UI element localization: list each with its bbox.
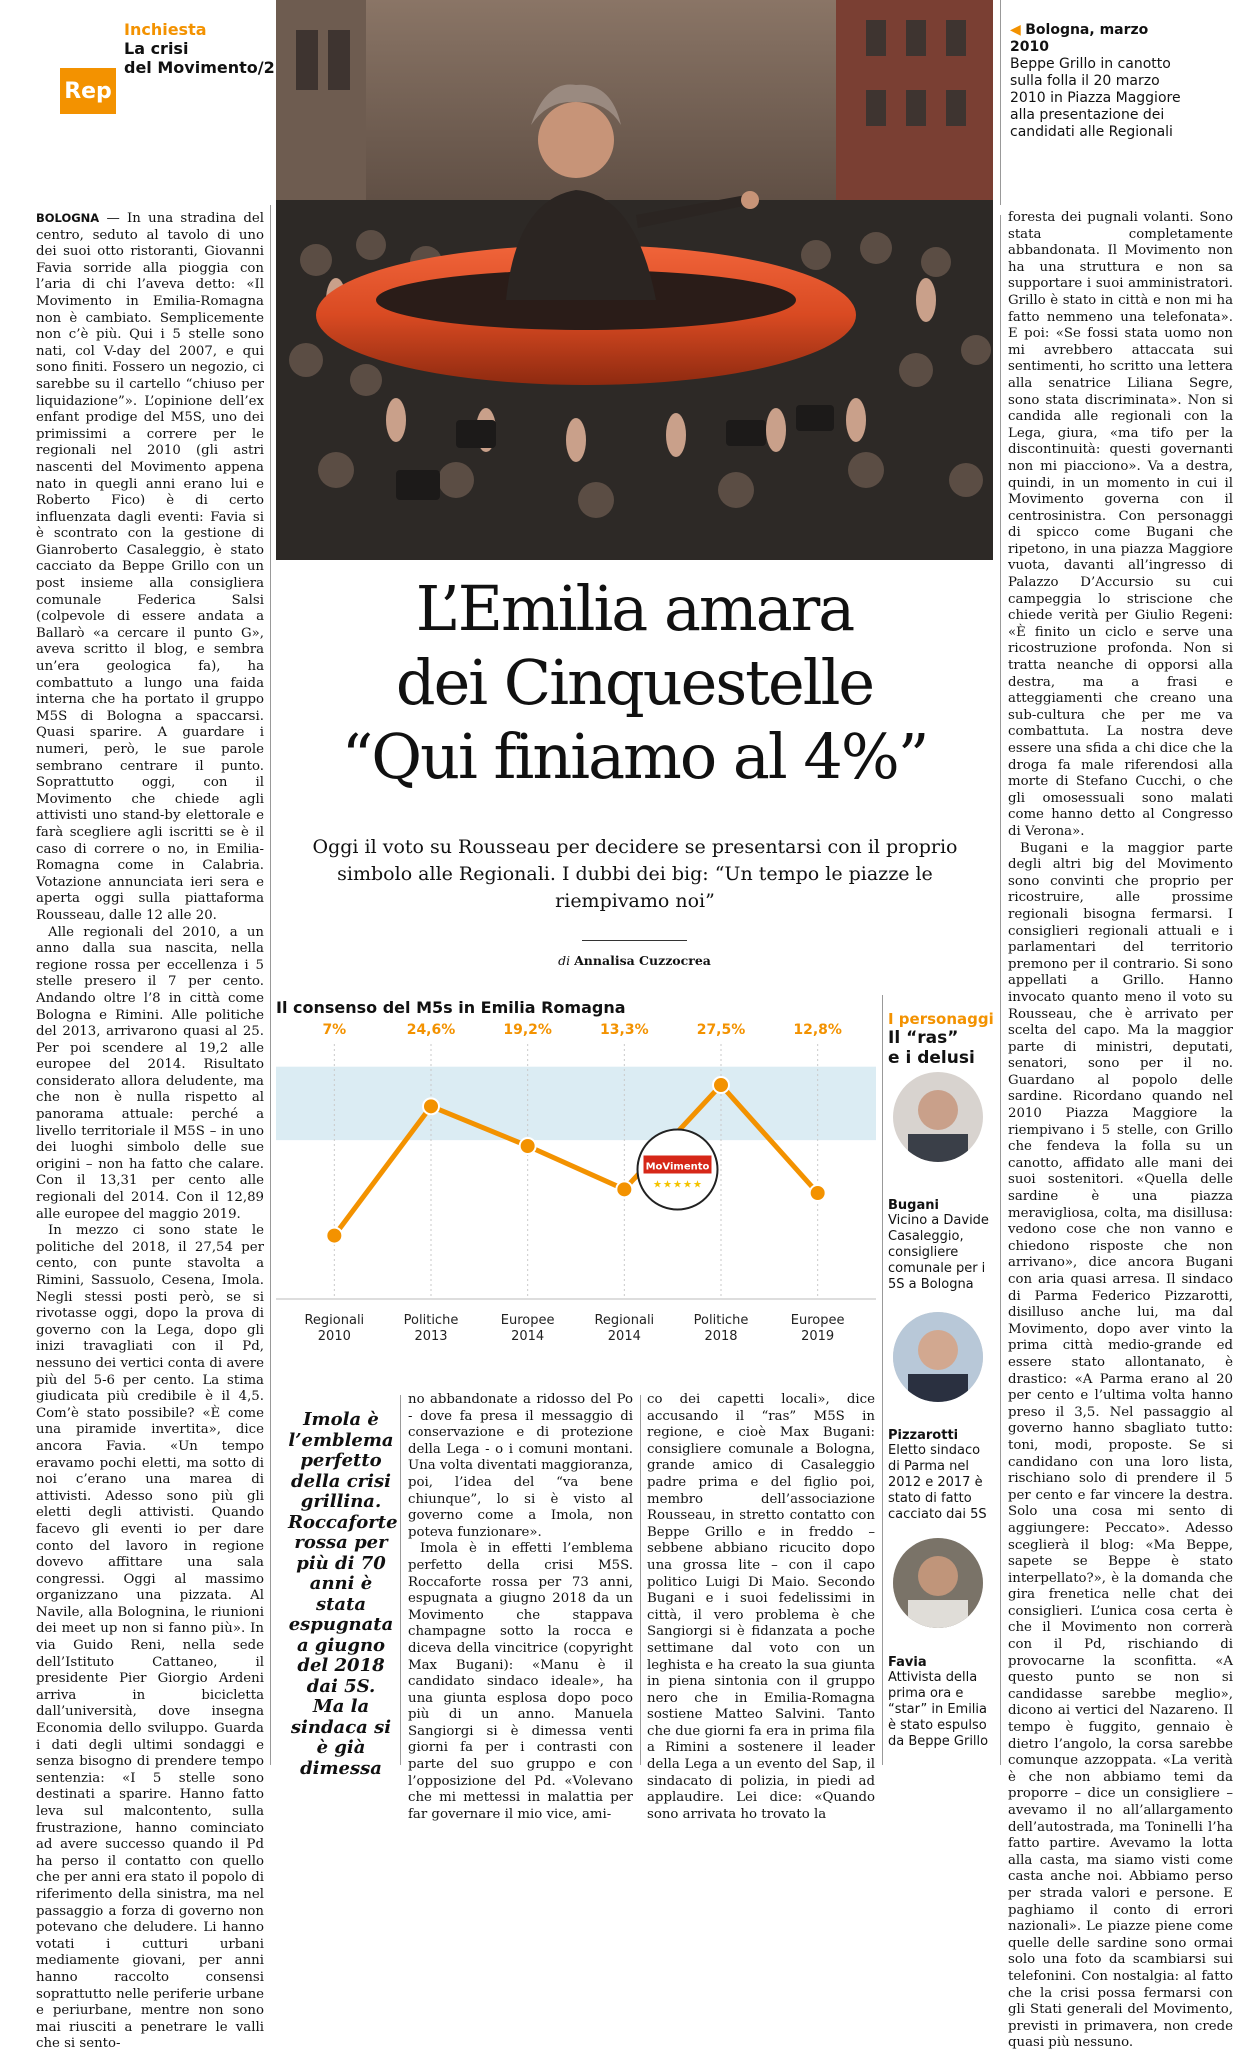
chart-category-label: Europee <box>790 1313 845 1328</box>
paragraph: co dei capetti locali», dice accusando il “ras” M5S in regione, e cioè Max Bugani: consigliere comunale a Bologna, grande amico di Casaleggio padre prima e del figlio poi, membro dell’associazione Rousseau, in stretto contatto con Beppe Grillo e in freddo – sebbene abbiano ricucito dopo una grossa lite – con il capo politico Luigi Di Maio. Secondo Bugani e i suoi fedelissimi in città, il vero problema è che Sangiorgi si è fidanzata a poche settimane dal voto con un leghista e ha creato la sua giunta in piena sintonia con il gruppo nero che in Emilia-Romagna sostiene Matteo Salvini. Tanto che due giorni fa era in prima fila a Rimini a sostenere il leader della Lega a un evento del Sap, il sindacato di polizia, in piedi ad applaudire. Lei dice: «Quando sono arrivata ho trovato la <box>647 1392 875 1822</box>
person-desc: Vicino a Davide Casaleggio, consigliere comunale per i 5S a Bologna <box>888 1213 989 1292</box>
personaggi-tag: I personaggi <box>888 1010 994 1028</box>
column-rule <box>400 1395 401 1765</box>
chart <box>276 992 876 1377</box>
chart-value-label: 19,2% <box>503 1022 552 1038</box>
chart-category-label: 2018 <box>704 1329 738 1344</box>
chart-band <box>276 1067 876 1140</box>
paragraph: Bugani e la maggior parte degli altri big del Movimento sono convinti che proprio per ricostruire, alle prossime regionali bisogna fermarsi. I consiglieri regionali attuali e i parlamentari del territorio premono per il contrario. Si sono appellati a Grillo. Hanno invocato quanto meno il voto su Rousseau, che è arrivato per scelta del capo. Ma la maggior parte di ministri, deputati, senatori, sono per il no. Guardano al popolo delle sardine. Ricordano quando nel 2010 Piazza Maggiore la riempivano i 5 stelle, con Grillo che fendeva la folla su un canotto, affidato alle mani dei suoi sostenitori. «Quella delle sardine è una piazza meravigliosa, colta, ma disillusa: vedono cose che non vanno e chiedono risposte che non arrivano», dice ancora Bugani con aria quasi arresa. Il sindaco di Parma Federico Pizzarotti, disilluso anche lui, ma dal Movimento, dopo aver vinto la prima città medio-grande ed essere stato allontanato, è drastico: «A Parma erano al 20 per cento e l’ultima volta hanno preso il 3,5. Nel passaggio al governo hanno sbagliato tutto: toni, modi, proposte. Se si candidano con una loro lista, rischiano solo di prendere il 5 per cento e far vincere la destra. Solo una cosa mi sento di aggiungere: Peccato». Adesso sceglierà il blog: «Ma Beppe, sapete se Beppe è stato interpellato?», è la domanda che gira frenetica nelle chat dei consiglieri. L’unica cosa certa è che il Movimento non correrà con il Pd, rischiando di provocarne la sconfitta. «A questo punto se non si candidasse sarebbe meglio», dicono ai vertici del Nazareno. Il tempo è fuggito, gennaio è dietro l’angolo, la corsa sarebbe comunque azzoppata. «La verità è che non abbiamo temi da proporre – dice un consigliere – avevamo il no all’allargamento dell’autostrada, ma Toninelli l’ha fatto partire. Avevamo la lotta alla casta, ma siamo visti come casta anche noi. Abbiamo perso per strada valori e persone. E paghiamo il conto di errori nazionali». Le piazze piene come quelle delle sardine sono ormai solo una foto da scambiarsi sui telefonini. Con nostalgia: al fatto che la crisi possa fermarsi con gli Stati generali del Movimento, previsti in primavera, non crede quasi più nessuno. <box>1008 840 1233 2051</box>
headline-line-3: “Qui finiamo al 4%” <box>341 720 928 793</box>
person-desc: Attivista della prima ora e “star” in Emilia è stato espulso da Beppe Grillo <box>888 1670 989 1749</box>
paragraph <box>36 210 264 925</box>
chart-value-label: 12,8% <box>793 1022 842 1038</box>
star-icon: ★ <box>693 1179 702 1191</box>
headline <box>276 572 993 794</box>
chart-value-label: 24,6% <box>406 1022 456 1038</box>
subheadline: Oggi il voto su Rousseau per decidere se presentarsi con il proprio simbolo alle Regionali. I dubbi dei big: “Un tempo le piazze le riempivamo noi” <box>312 836 958 912</box>
byline-divider <box>582 940 687 941</box>
caption-pointer-icon: ◀ <box>1010 22 1021 38</box>
chart-category-label: 2014 <box>511 1329 545 1344</box>
chart-category-label: Politiche <box>693 1313 749 1328</box>
chart-category-label: 2010 <box>317 1329 351 1344</box>
person-desc: Eletto sindaco di Parma nel 2012 e 2017 è stato di fatto cacciato dai 5S <box>888 1443 987 1522</box>
section-kicker <box>124 20 275 77</box>
column-rule <box>1000 0 1001 205</box>
chart-point <box>810 1185 826 1201</box>
column-rule <box>270 205 271 1765</box>
paragraph: Imola è in effetti l’emblema perfetto della crisi M5S. Roccaforte rossa per 73 anni, espugnata a giugno 2018 da un Movimento che stappava champagne sotto la rocca e diceva della vincitrice (copyright Max Bugani): «Manu è il candidato sindaco ideale», ha una giunta esplosa dopo poco più di un anno. Manuela Sangiorgi si è dimessa venti giorni fa per i contrasti con parte del suo gruppo e con l’opposizione del Pd. «Volevano che mi mettessi in malattia per far governare il mio vice, ami- <box>408 1541 633 1822</box>
chart-point <box>326 1228 342 1244</box>
chart-category-label: Europee <box>500 1313 555 1328</box>
paragraph-text: — In una stradina del centro, seduto al tavolo di uno dei suoi otto ristoranti, Giovanni Favia sorride alla pioggia con l’aria di chi l’aveva detto: «Il Movimento in Emilia-Romagna non è cambiato. Semplicemente non c’è più. Qui i 5 stelle sono nati, col V-day del 2007, e qui sono finiti. Fossero un negozio, ci sarebbe su il cartello “chiuso per liquidazione”». L’opinione dell’ex enfant prodige del M5S, uno dei primissimi a correre per le regionali nel 2010 (gli astri nascenti del Movimento appena nato in quegli anni erano lui e Roberto Fico) è di certo influenzata dagli eventi: Favia si è scontrato con la gestione di Gianroberto Casaleggio, è stato cacciato da Beppe Grillo con un post insieme alla consigliera comunale Federica Salsi (colpevole di essere andata a Ballarò «a cercare il punto G», aveva scritto il blog, e sembra un’era geologica fa), ha combattuto a lungo una faida interna che ha portato il gruppo M5S di Bologna a spaccarsi. Quasi sparire. A guardare i numeri, però, le sue parole sembrano centrare il punto. Soprattutto oggi, con il Movimento che chiede agli attivisti uno stand-by elettorale e farà scegliere agli iscritti se è il caso di correre o no, in Emilia-Romagna come in Calabria. Votazione annunciata ieri sera e aperta oggi sulla piattaforma Rousseau, dalle 12 alle 20. <box>36 211 264 923</box>
headline-line-1: L’Emilia amara <box>415 572 854 645</box>
byline-author: Annalisa Cuzzocrea <box>574 953 711 968</box>
avatar-pizzarotti <box>893 1312 983 1402</box>
person-name: Favia <box>888 1655 927 1670</box>
paragraph: foresta dei pugnali volanti. Sono stata completamente abbandonata. Il Movimento non ha una struttura e non sa supportare i suoi amministratori. Grillo è stato in città e non mi ha fatto nemmeno una telefonata». E poi: «Se fossi stata uomo non mi avrebbero attaccata sui sentimenti, ho scritto una lettera alla senatrice Liliana Segre, sono stata discriminata». Non si candida alle regionali con la Lega, giura, «ma tifo per la discontinuità: questi governanti non mi piacciono». Va a destra, quindi, in un momento in cui il Movimento governa con il centrosinistra. Con personaggi di spicco come Bugani che ripetono, in una piazza Maggiore vuota, davanti all’ingresso di Palazzo D’Accursio su cui campeggia lo striscione che chiede verità per Giulio Regeni: «È finito un ciclo e serve una ricostruzione profonda. Non si tratta neanche di opporsi alla destra, ma a frasi e atteggiamenti che creano una sub-cultura che per me va combattuta. La nostra deve essere una sfida a chi dice che la droga fa male riferendosi alla morte di Stefano Cucchi, o che gli omosessuali sono malati come hanno detto al Congresso di Verona». <box>1008 210 1233 839</box>
caption-text: Beppe Grillo in canotto sulla folla il 20 marzo 2010 in Piazza Maggiore alla presentazione dei candidati alle Regionali <box>1010 56 1181 140</box>
column-rule <box>1000 215 1001 1765</box>
main-photo <box>276 0 993 560</box>
chart-point <box>616 1181 632 1197</box>
kicker-line-2: del Movimento/2 <box>124 58 275 77</box>
personaggi-box <box>888 1010 998 1068</box>
chart-value-label: 13,3% <box>600 1022 649 1038</box>
dateline: BOLOGNA <box>36 211 100 225</box>
person-name: Bugani <box>888 1198 939 1213</box>
chart-category-label: Regionali <box>594 1313 655 1328</box>
photo-caption <box>1010 22 1190 141</box>
person-bugani <box>888 1198 996 1293</box>
chart-point <box>520 1138 536 1154</box>
chart-title: Il consenso del M5s in Emilia Romagna <box>276 998 626 1017</box>
article-column-4 <box>1008 210 1233 2052</box>
chart-category-label: Regionali <box>304 1313 365 1328</box>
chart-point <box>423 1098 439 1114</box>
star-icon: ★ <box>673 1179 682 1191</box>
chart-svg <box>276 1022 876 1372</box>
star-icon: ★ <box>683 1179 692 1191</box>
byline-prefix: di <box>558 953 571 968</box>
repubblica-logo: Rep <box>60 68 116 114</box>
column-rule <box>882 995 883 1765</box>
chart-category-label: 2014 <box>607 1329 641 1344</box>
pull-quote: Imola è l’emblema perfetto della crisi grillina. Roccaforte rossa per più di 70 anni è stata espugnata a giugno del 2018 dai 5S. Ma la sindaca si è già dimessa <box>288 1409 398 1779</box>
photo-illustration <box>276 0 993 560</box>
personaggi-title-2: e i delusi <box>888 1048 975 1068</box>
headline-line-2: dei Cinquestelle <box>395 646 874 719</box>
star-icon: ★ <box>653 1179 662 1191</box>
movimento-logo-text: MoVimento <box>645 1161 710 1173</box>
column-rule <box>640 1395 641 1765</box>
avatar-favia <box>893 1538 983 1628</box>
personaggi-title-1: Il “ras” <box>888 1028 959 1048</box>
paragraph: no abbandonate a ridosso del Po - dove fa presa il messaggio di conservazione e di protezione della Lega - o i comuni montani. Una volta diventati maggioranza, poi, l’idea del “va bene chiunque”, lo si è visto al governo come a Imola, non poteva funzionare». <box>408 1392 633 1540</box>
article-column-2 <box>408 1392 633 1823</box>
chart-point <box>713 1077 729 1093</box>
caption-place: Bologna, marzo 2010 <box>1010 22 1149 55</box>
kicker-section: Inchiesta <box>124 20 207 39</box>
star-icon: ★ <box>663 1179 672 1191</box>
article-column-1 <box>36 210 264 2053</box>
kicker-line-1: La crisi <box>124 39 189 58</box>
person-name: Pizzarotti <box>888 1428 959 1443</box>
person-favia <box>888 1655 996 1750</box>
person-pizzarotti <box>888 1428 996 1523</box>
avatar-bugani <box>893 1072 983 1162</box>
chart-value-label: 7% <box>322 1022 347 1038</box>
chart-category-label: 2013 <box>414 1329 448 1344</box>
article-column-3 <box>647 1392 875 1823</box>
paragraph: Alle regionali del 2010, a un anno dalla sua nascita, nella regione rossa per eccellenza i 5 stelle presero il 7 per cento. Andando oltre l’8 in città come Bologna e Rimini. Alle politiche del 2013, arrivarono quasi al 25. Per poi scendere al 19,2 alle europee del 2014. Risultato considerato allora deludente, ma che non è nulla rispetto al panorama attuale: perché a livello territoriale il M5S – in uno dei luoghi simbolo delle sue origini – non ha fatto che calare. Con il 13,31 per cento alle regionali del 2014. Con il 12,89 alle europee del maggio 2019. <box>36 924 264 1222</box>
byline <box>276 953 993 968</box>
chart-category-label: 2019 <box>801 1329 835 1344</box>
paragraph: In mezzo ci sono state le politiche del 2018, il 27,54 per cento, con punte stavolta a Rimini, Sassuolo, Cesena, Imola. Negli stessi posti però, se si rivotasse oggi, dopo la prova di governo con la Lega, dopo gli inizi travagliati con il Pd, nessuno dei vertici conta di avere più del 5-6 per cento. La stima giudicata più credibile è il 4,5. Com’è stato possibile? «È come una piramide invertita», dice ancora Favia. «Un tempo eravamo pochi eletti, ma sotto di noi c’erano una marea di attivisti. Adesso sono più gli eletti degli attivisti. Quando facevo gli eventi io per dare conto del lavoro in regione dovevo affittare una sala congressi. Oggi al massimo organizzano una pizzata. Al Navile, alla Bolognina, le riunioni dei meet up non si fanno più». In via Guido Reni, nella sede dell’Istituto Cattaneo, il presidente Pier Giorgio Ardeni arriva in bicicletta dall’università, dove insegna Economia dello sviluppo. Guarda i dati degli ultimi sondaggi e senza bisogno di prendere tempo sentenzia: «I 5 stelle sono destinati a sparire. Hanno fatto leva sul malcontento, sulla frustrazione, hanno cominciato ad avere successo quando il Pd ha perso il contatto con quello che per anni era stato il popolo di riferimento della sinistra, ma nel passaggio a forza di governo non potevano che deludere. Li hanno votati i cutturi urbani mediamente giovani, per anni hanno raccolto consensi soprattutto nelle periferie urbane e periurbane, mentre non sono mai riusciti a penetrare le valli che si sento- <box>36 1223 264 2052</box>
chart-value-label: 27,5% <box>696 1022 746 1038</box>
chart-category-label: Politiche <box>403 1313 459 1328</box>
